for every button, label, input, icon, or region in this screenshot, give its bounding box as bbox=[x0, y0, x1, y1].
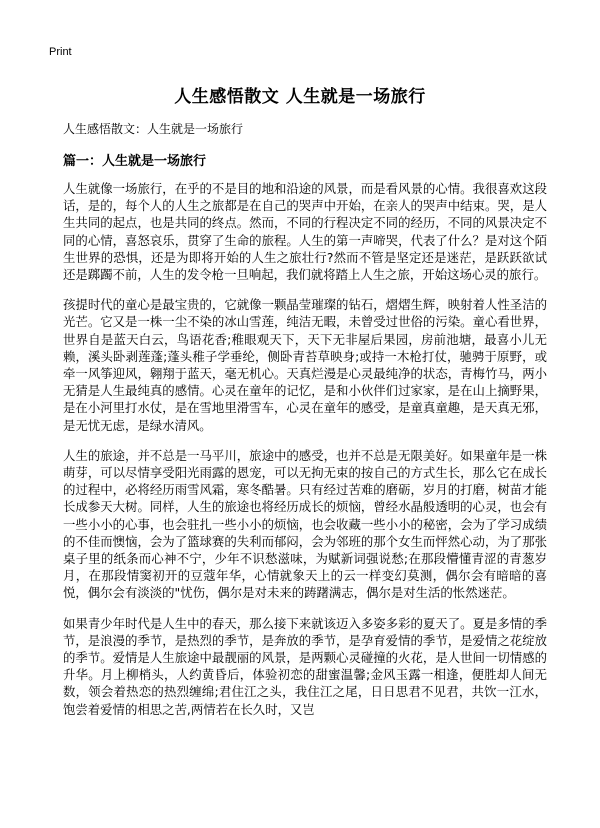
paragraph-2: 孩提时代的童心是最宝贵的，它就像一颗晶莹璀璨的钻石，熠熠生辉，映射着人性圣洁的光芒。它又是一株一尘不染的冰山雪莲，纯洁无暇，未曾受过世俗的污染。童心看世界，世界自是蓝天白云，鸟语花香;稚眼观天下，天下无非屋后果园，房前池塘，最喜小儿无赖，溪头卧剥莲蓬;蓬头稚子学垂纶，侧卧青苔草映身;或持一木枪打仗，驰骋于原野，或牵一风筝迎风，翱翔于蓝天，毫无机心。天真烂漫是心灵最纯净的状态，青梅竹马，两小无猜是人生最纯真的感情。心灵在童年的记忆，是和小伙伴们过家家，是在山上摘野果，是在小河里打水仗，是在雪地里滑雪车，心灵在童年的感受，是童真童趣，是天真无邪，是无忧无虑，是绿水清风。 bbox=[63, 297, 547, 433]
article-subtitle: 人生感悟散文：人生就是一场旅行 bbox=[63, 122, 244, 136]
page-title: 人生感悟散文 人生就是一场旅行 bbox=[174, 87, 426, 107]
section-heading: 篇一：人生就是一场旅行 bbox=[63, 154, 207, 169]
article-body bbox=[63, 180, 547, 731]
paragraph-1: 人生就像一场旅行，在乎的不是目的地和沿途的风景，而是看风景的心情。我很喜欢这段话，是的，每个人的人生之旅都是在自己的哭声中开始，在亲人的哭声中结束。哭，是人生共同的起点，也是共同的终点。然而，不同的行程决定不同的经历，不同的风景决定不同的心情，喜怒哀乐，贯穿了生命的旅程。人生的第一声啼哭，代表了什么？是对这个陌生世界的恐惧，还是为即将开始的人生之旅壮行?然而不管是坚定还是迷茫，是跃跃欲试还是踯躅不前，人生的发令枪一旦响起，我们就将踏上人生之旅，开始这场心灵的旅行。 bbox=[63, 181, 547, 283]
print-link[interactable]: Print bbox=[49, 46, 72, 58]
paragraph-3: 人生的旅途，并不总是一马平川，旅途中的感受，也并不总是无限美好。如果童年是一株萌芽，可以尽情享受阳光雨露的恩宠，可以无拘无束的按自己的方式生长，那么它在成长的过程中，必将经历雨雪风霜，寒冬酷暑。只有经过苦难的磨砺，岁月的打磨，树苗才能长成参天大树。同样，人生的旅途也将经历成长的烦恼，曾经水晶般透明的心灵，也会有一些小小的心事，也会驻扎一些小小的烦恼，也会收藏一些小小的秘密，会为了学习成绩的不佳而懊恼，会为了篮球赛的失利而郁闷，会为邻班的那个女生而怦然心动，为了那张桌子里的纸条而心神不宁，少年不识愁滋味，为赋新词强说愁;在那段懵懂青涩的青葱岁月，在那段情窦初开的豆蔻年华，心情就象天上的云一样变幻莫测，偶尔会有暗暗的喜悦，偶尔会有淡淡的"忧伤，偶尔是对未来的踌躇满志，偶尔是对生活的怅然迷茫。 bbox=[63, 447, 547, 601]
paragraph-4: 如果青少年时代是人生中的春天，那么接下来就该迈入多姿多彩的夏天了。夏是多情的季节，是浪漫的季节，是热烈的季节，是奔放的季节，是孕育爱情的季节，是爱情之花绽放的季节。爱情是人生旅途中最靓丽的风景，是两颗心灵碰撞的火花，是人世间一切情感的升华。月上柳梢头，人约黄昏后，体验初恋的甜蜜温馨;金风玉露一相逢，便胜却人间无数，领会着热恋的热烈缠绵;君住江之头，我住江之尾，日日思君不见君，共饮一江水，饱尝着爱情的相思之苦,两情若在长久时，又岂 bbox=[63, 615, 547, 717]
